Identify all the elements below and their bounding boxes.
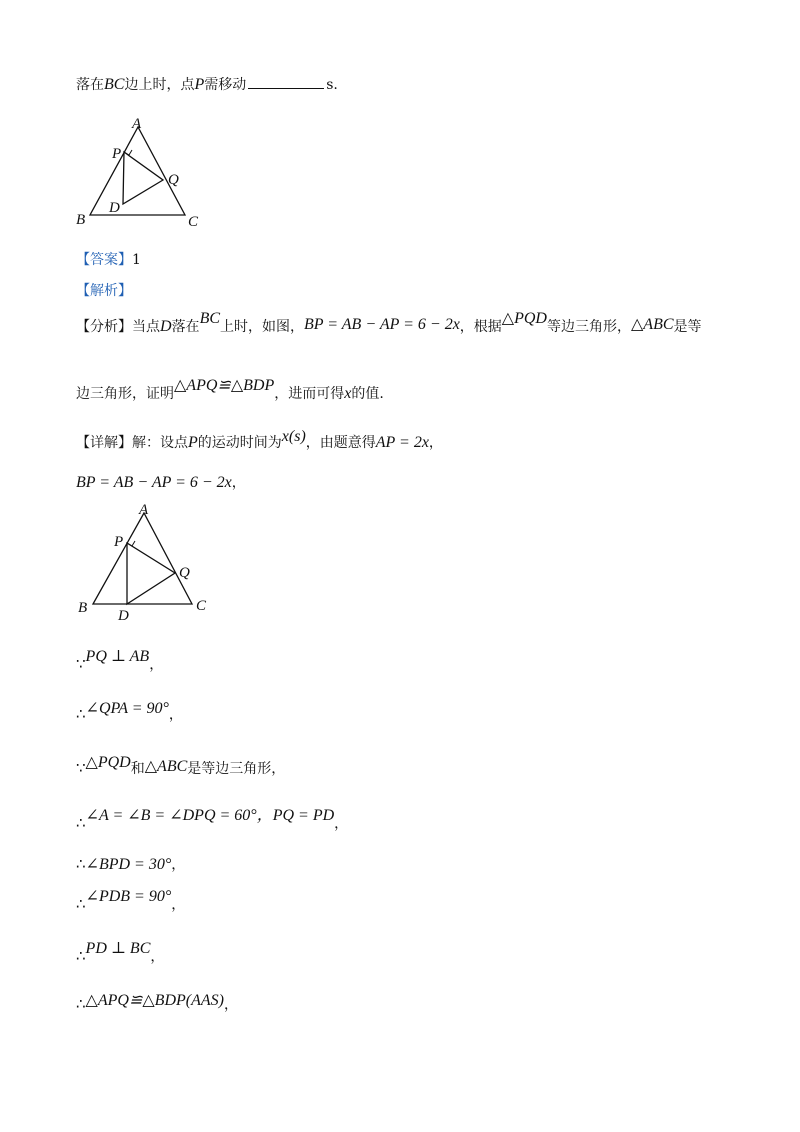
detail-text-1: 解：设点 [132,435,188,451]
triangle-pqd [127,543,175,604]
step-2-text: ， [168,707,183,723]
triangle-abc [90,127,185,215]
fenxi-line-1 [76,310,702,336]
label-p: P [114,534,124,550]
fenxi-text-2: 落在 [171,319,200,335]
intro-middle: 边上时，点 [124,77,195,93]
answer-blank [248,76,324,89]
step-8 [76,994,238,1014]
intro-unit: s. [326,77,338,93]
point-d: D [160,318,172,335]
step-3-math-1: △PQD [85,754,131,771]
because-symbol: ∵ [76,759,86,777]
step-4-text: ， [334,816,349,832]
analysis-tag: 【解析】 [76,283,132,299]
triangle-abc-text: △ABC [630,316,674,333]
detail-line-2 [76,472,246,492]
time-x: x(s) [281,428,306,445]
step-8-math: △APQ≌△BDP(AAS) [85,992,224,1009]
therefore-symbol: ∴ [76,947,86,965]
fenxi-text-9: 的值. [351,386,384,402]
intro-prefix: 落在 [76,77,104,93]
variable-x: x [344,385,352,402]
step-7-math: PD ⊥ BC [85,940,151,957]
step-7 [76,940,165,966]
therefore-symbol: ∴ [76,705,86,723]
figure-1 [70,112,210,237]
point-p: P [194,76,205,93]
because-symbol: ∵ [76,655,86,673]
label-c: C [196,598,207,614]
detail-text-3: ，由题意得 [305,435,376,451]
triangle-pqd [123,152,163,204]
detail-text-4: ， [428,435,443,451]
fenxi-text-6: 是等 [673,319,702,335]
step-7-text: ， [150,949,165,965]
label-a: A [139,502,149,518]
fenxi-text-8: ，进而可得 [274,386,345,402]
label-b: B [78,600,88,616]
triangle-pqd-text: △PQD [501,310,547,327]
step-6-math: ∠PDB = 90° [85,888,172,905]
detail-text-2: 的运动时间为 [197,435,282,451]
answer-tag: 【答案】 [76,252,132,268]
segment-bc: BC [104,76,125,93]
step-8-text: ， [223,997,238,1013]
step-3-text-1: 和 [130,761,145,777]
step-5-text: ， [171,857,186,873]
answer-value: 1 [132,252,141,268]
equation-ap: AP = 2x [375,434,429,451]
equation-bp-2: BP = AB − AP = 6 − 2x [76,474,232,491]
detail-text-5: ， [231,475,246,491]
fenxi-text-7: 边三角形，证明 [76,386,174,402]
step-2-math: ∠QPA = 90° [85,700,169,717]
fenxi-tag: 【分析】 [76,319,132,335]
analysis-line [76,280,132,300]
intro-suffix: 需移动 [204,77,247,93]
step-3-text-2: 是等边三角形， [187,761,286,777]
point-p: P [188,434,198,451]
step-2 [76,700,183,724]
label-c: C [188,214,199,230]
therefore-symbol: ∴ [76,895,86,913]
detail-line-1 [76,428,443,452]
intro-line [76,74,338,94]
fenxi-text-3: 上时，如图， [220,319,305,335]
therefore-symbol: ∴ [76,995,86,1013]
answer-line [76,249,141,269]
figure-2 [70,498,220,628]
label-a: A [132,116,142,132]
step-6 [76,888,186,914]
fenxi-line-2 [76,377,384,403]
label-d: D [118,608,129,624]
label-b: B [76,212,86,228]
step-4-math: ∠A = ∠B = ∠DPQ = 60°，PQ = PD [85,807,335,824]
label-d: D [109,200,120,216]
fenxi-text-5: 等边三角形， [546,319,631,335]
step-5 [76,854,185,874]
step-4 [76,807,349,833]
step-5-math: ∠BPD = 30° [85,856,172,873]
step-3 [76,754,286,778]
fenxi-text-4: ，根据 [459,319,502,335]
triangle-abc [93,513,192,604]
label-q: Q [179,565,190,581]
detail-tag: 【详解】 [76,435,132,451]
equation-bp: BP = AB − AP = 6 − 2x [304,316,460,333]
fenxi-text-1: 当点 [132,319,160,335]
step-3-math-2: △ABC [144,758,188,775]
therefore-symbol: ∴ [76,855,86,873]
step-1-math: PQ ⊥ AB [85,648,150,665]
segment-bc: BC [199,310,221,327]
step-1 [76,648,164,674]
label-p: P [112,146,122,162]
step-1-text: ， [149,657,164,673]
congruence-text: △APQ≌△BDP [174,377,275,394]
label-q: Q [168,172,179,188]
step-6-text: ， [171,897,186,913]
therefore-symbol: ∴ [76,814,86,832]
